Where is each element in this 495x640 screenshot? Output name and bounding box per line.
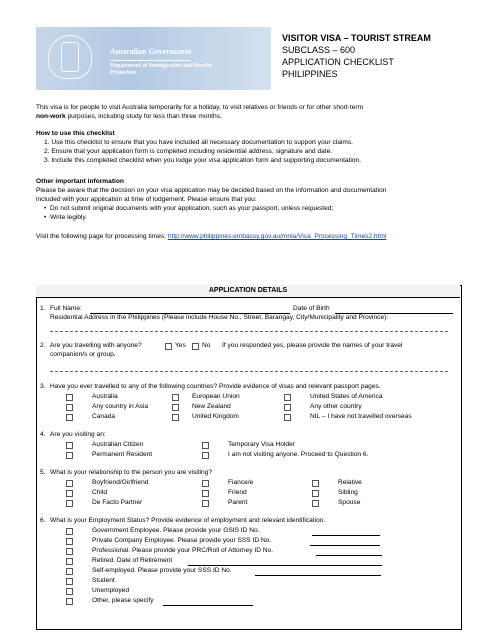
q3-option: NIL – I have not travelled overseas (310, 413, 412, 420)
intro-rest: purposes, including study for less than three months. (65, 113, 222, 120)
q5-option: Child (92, 489, 108, 496)
q5-number: 5. (40, 469, 46, 476)
q4-option: Permanent Resident (92, 451, 153, 458)
companions-field[interactable] (50, 371, 448, 372)
q5-checkbox[interactable] (66, 480, 73, 487)
bullet-item: • Do not submit original documents with your application, such as your passport, unless requested; (44, 205, 334, 212)
coat-of-arms-icon (48, 35, 92, 79)
title-block (282, 32, 431, 81)
address-label: Residential Address in the Philippines (Please include House No., Street, Barangay, City/Municipality and Province): (50, 314, 389, 321)
q4-checkbox[interactable] (66, 452, 73, 459)
document-title: VISITOR VISA – TOURIST STREAM (282, 33, 431, 43)
q3-checkbox[interactable] (172, 414, 179, 421)
bullet-text: Write legibly. (49, 214, 88, 221)
address-field[interactable] (50, 331, 448, 332)
how-to-item: 3. Include this completed checklist when you lodge your visa application form and supporting documentation. (44, 157, 362, 164)
bullet-text: Do not submit original documents with your application, such as your passport, unless requested; (49, 205, 334, 212)
q6-option: Retired. Date of Retirement (92, 557, 173, 564)
q4-number: 4. (40, 431, 46, 438)
q4-question: Are you visiting an: (50, 431, 106, 438)
q5-option: Spouse (338, 499, 361, 506)
q3-option: Australia (92, 393, 118, 400)
q5-checkbox[interactable] (312, 500, 319, 507)
q5-option: Parent (228, 499, 248, 506)
q4-option: Temporary Visa Holder (228, 441, 295, 448)
q3-checkbox[interactable] (172, 394, 179, 401)
other-employment-field[interactable] (163, 605, 253, 606)
prc-id-field[interactable] (316, 555, 382, 556)
q5-checkbox[interactable] (202, 500, 209, 507)
q4-checkbox[interactable] (66, 442, 73, 449)
q5-option: Fiance/e (228, 479, 254, 486)
q3-option: United Kingdom (192, 413, 239, 420)
q6-checkbox[interactable] (66, 528, 73, 535)
q5-option: Friend (228, 489, 247, 496)
self-employed-sss-field[interactable] (255, 575, 381, 576)
application-details-heading: APPLICATION DETAILS (36, 285, 460, 298)
q5-option: Boyfriend/Girlfriend (92, 479, 149, 486)
q6-option: Professional. Please provide your PRC/Roll of Attorney ID No. (92, 547, 274, 554)
q5-checkbox[interactable] (202, 490, 209, 497)
how-to-item: 1. Use this checklist to ensure that you have included all necessary documentation to support your claims. (44, 139, 353, 146)
q6-checkbox[interactable] (66, 538, 73, 545)
q5-option: Sibling (338, 489, 358, 496)
q6-question: What is your Employment Status? Provide evidence of employment and relevant identification. (50, 517, 326, 524)
q6-option: Student (92, 577, 115, 584)
subclass: SUBCLASS – 600 (282, 45, 356, 56)
other-info-line-1: Please be aware that the decision on your visa application may be decided based on the information and documentation (36, 187, 387, 194)
intro-line-1: This visa is for people to visit Australia temporarily for a holiday, to visit relatives or friends or for other short-term (36, 104, 364, 111)
q6-checkbox[interactable] (66, 578, 73, 585)
q5-checkbox[interactable] (202, 480, 209, 487)
q3-checkbox[interactable] (284, 404, 291, 411)
full-name-label: Full Name: (50, 305, 82, 312)
q3-checkbox[interactable] (66, 404, 73, 411)
q5-checkbox[interactable] (312, 480, 319, 487)
q5-checkbox[interactable] (66, 500, 73, 507)
government-banner (36, 27, 271, 90)
q3-checkbox[interactable] (284, 394, 291, 401)
q5-option: Relative (338, 479, 362, 486)
how-to-item: 2. Ensure that your application form is completed including residential address, signature and date. (44, 148, 333, 155)
q6-option: Government Employee. Please provide your GSIS ID No. (92, 527, 260, 534)
yes-label: Yes (175, 342, 186, 349)
q3-option: Any other country (310, 403, 362, 410)
q4-option: Australian Citizen (92, 441, 144, 448)
q6-option: Private Company Employee. Please provide your SSS ID No. (92, 537, 272, 544)
q3-question: Have you ever travelled to any of the following countries? Provide evidence of visas and relevant passport pages. (50, 383, 381, 390)
q5-checkbox[interactable] (66, 490, 73, 497)
q6-number: 6. (40, 517, 46, 524)
no-label: No (202, 342, 211, 349)
q3-option: New Zealand (192, 403, 231, 410)
q3-option: Canada (92, 413, 116, 420)
q3-checkbox[interactable] (284, 414, 291, 421)
q4-checkbox[interactable] (202, 452, 209, 459)
other-info-heading: Other important information (36, 178, 124, 185)
q2-question: Are you travelling with anyone? (50, 342, 142, 349)
banner-divider (110, 60, 190, 61)
q6-option: Other, please specify (92, 597, 154, 604)
bullet-item: • Write legibly. (44, 214, 88, 221)
dob-label: Date of Birth (293, 305, 330, 312)
q3-option: Any country in Asia (92, 403, 149, 410)
q3-option: United States of America (310, 393, 383, 400)
q3-checkbox[interactable] (172, 404, 179, 411)
q2-followup-2: companion/s or group. (50, 351, 116, 358)
processing-times-link[interactable]: http://www.philippines.embassy.gov.au/mnla/Visa_Processing_Times2.html (167, 233, 387, 240)
q3-checkbox[interactable] (66, 414, 73, 421)
q6-option: Unemployed (92, 587, 130, 594)
q5-option: De Facto Partner (92, 499, 143, 506)
document-type: APPLICATION CHECKLIST (282, 57, 394, 68)
other-info-line-2: included with your application at time of lodgement. Please ensure that you: (36, 196, 257, 203)
q6-checkbox[interactable] (66, 598, 73, 605)
q2-followup: If you responded yes, please provide the names of your travel (222, 342, 403, 349)
q5-checkbox[interactable] (312, 490, 319, 497)
q6-checkbox[interactable] (66, 588, 73, 595)
q4-option: I am not visiting anyone. Proceed to Question 6. (228, 451, 369, 458)
processing-label: Visit the following page for processing times: (36, 233, 168, 240)
q6-checkbox[interactable] (66, 558, 73, 565)
q1-number: 1. (40, 305, 46, 312)
how-to-heading: How to use this checklist (36, 130, 115, 137)
q6-checkbox[interactable] (66, 568, 73, 575)
q6-option: Self-employed. Please provide your SSS ID No. (92, 567, 232, 574)
q6-checkbox[interactable] (66, 548, 73, 555)
q3-checkbox[interactable] (66, 394, 73, 401)
intro-bold: non-work (36, 113, 66, 120)
q5-question: What is your relationship to the person you are visiting? (50, 469, 212, 476)
country: PHILIPPINES (282, 69, 338, 80)
government-name: Australian Government (110, 47, 192, 56)
retirement-date-field[interactable] (188, 565, 382, 566)
intro-line-2 (36, 113, 222, 121)
q3-option: European Union (192, 393, 240, 400)
department-name: Department of Immigration and Border Protection (110, 63, 213, 77)
q2-number: 2. (40, 342, 46, 349)
no-checkbox[interactable] (192, 343, 199, 350)
sss-id-field[interactable] (310, 545, 380, 546)
gsis-id-field[interactable] (312, 535, 380, 536)
q4-checkbox[interactable] (202, 442, 209, 449)
q3-number: 3. (40, 383, 46, 390)
yes-checkbox[interactable] (165, 343, 172, 350)
processing-times (36, 233, 386, 241)
